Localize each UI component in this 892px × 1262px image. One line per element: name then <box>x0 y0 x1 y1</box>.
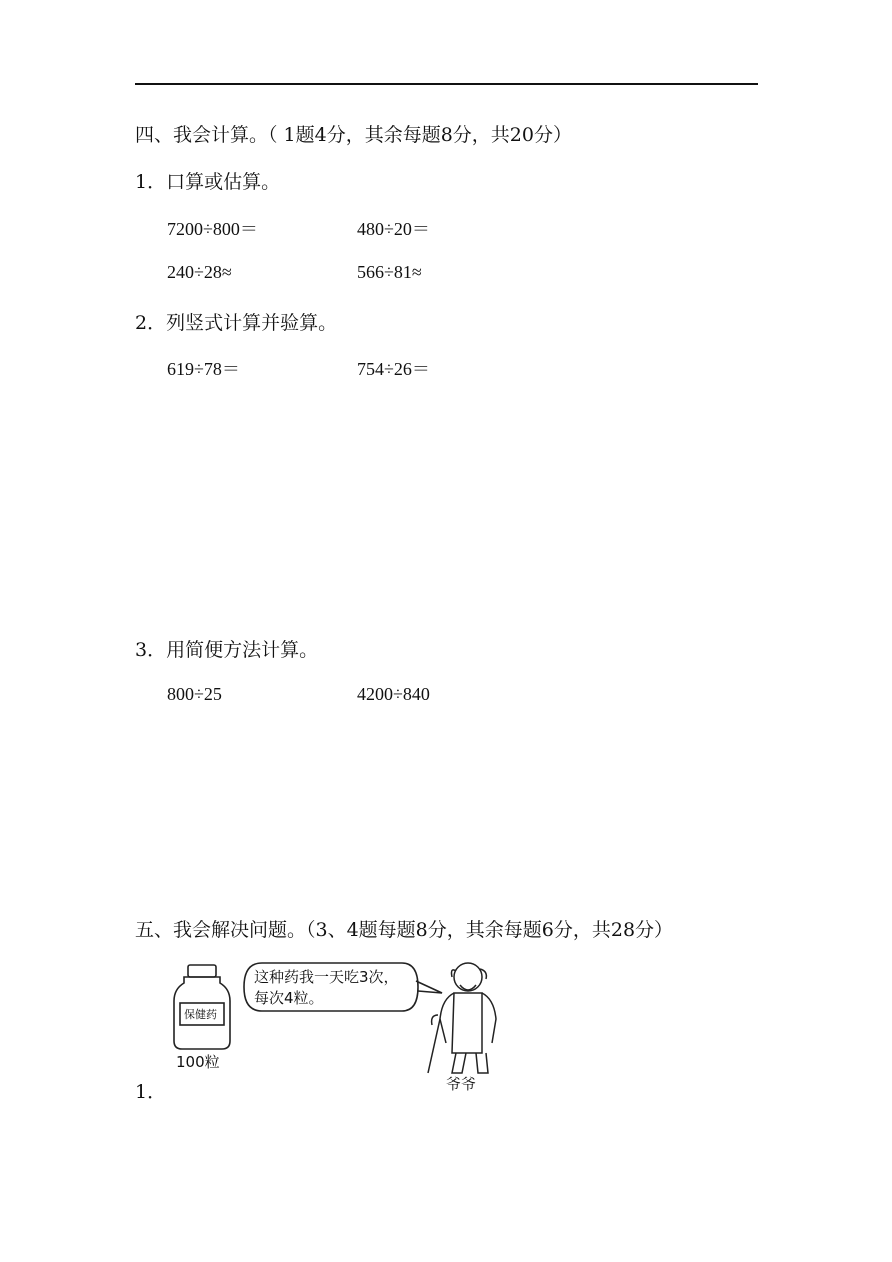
q1-item-3: 240÷28≈ <box>167 262 232 282</box>
bottle-label: 保健药 <box>184 1008 217 1021</box>
q3-label: 3．用简便方法计算。 <box>135 639 319 661</box>
s5-q1-number: 1． <box>135 1081 167 1103</box>
speech-line-2: 每次4粒。 <box>254 989 324 1007</box>
q1-label: 1．口算或估算。 <box>135 171 281 193</box>
header-divider <box>135 83 758 85</box>
q1-item-4: 566÷81≈ <box>357 262 422 282</box>
grandpa-label: 爷爷 <box>446 1075 477 1093</box>
speech-line-1: 这种药我一天吃3次， <box>254 968 399 986</box>
q2-item-1: 619÷78＝ <box>167 359 240 379</box>
grandpa-icon <box>428 963 496 1073</box>
q2-item-2: 754÷26＝ <box>357 359 430 379</box>
q2-label: 2．列竖式计算并验算。 <box>135 312 338 334</box>
section4-title: 四、我会计算。（ 1题4分，其余每题8分，共20分） <box>135 124 572 146</box>
bottle-count: 100粒 <box>176 1053 220 1071</box>
q1-item-1: 7200÷800＝ <box>167 219 258 239</box>
medicine-illustration <box>170 955 510 1095</box>
q3-item-2: 4200÷840 <box>357 684 430 704</box>
section5-title: 五、我会解决问题。（3、4题每题8分，其余每题6分，共28分） <box>135 919 674 941</box>
q3-item-1: 800÷25 <box>167 684 222 704</box>
q1-item-2: 480÷20＝ <box>357 219 430 239</box>
